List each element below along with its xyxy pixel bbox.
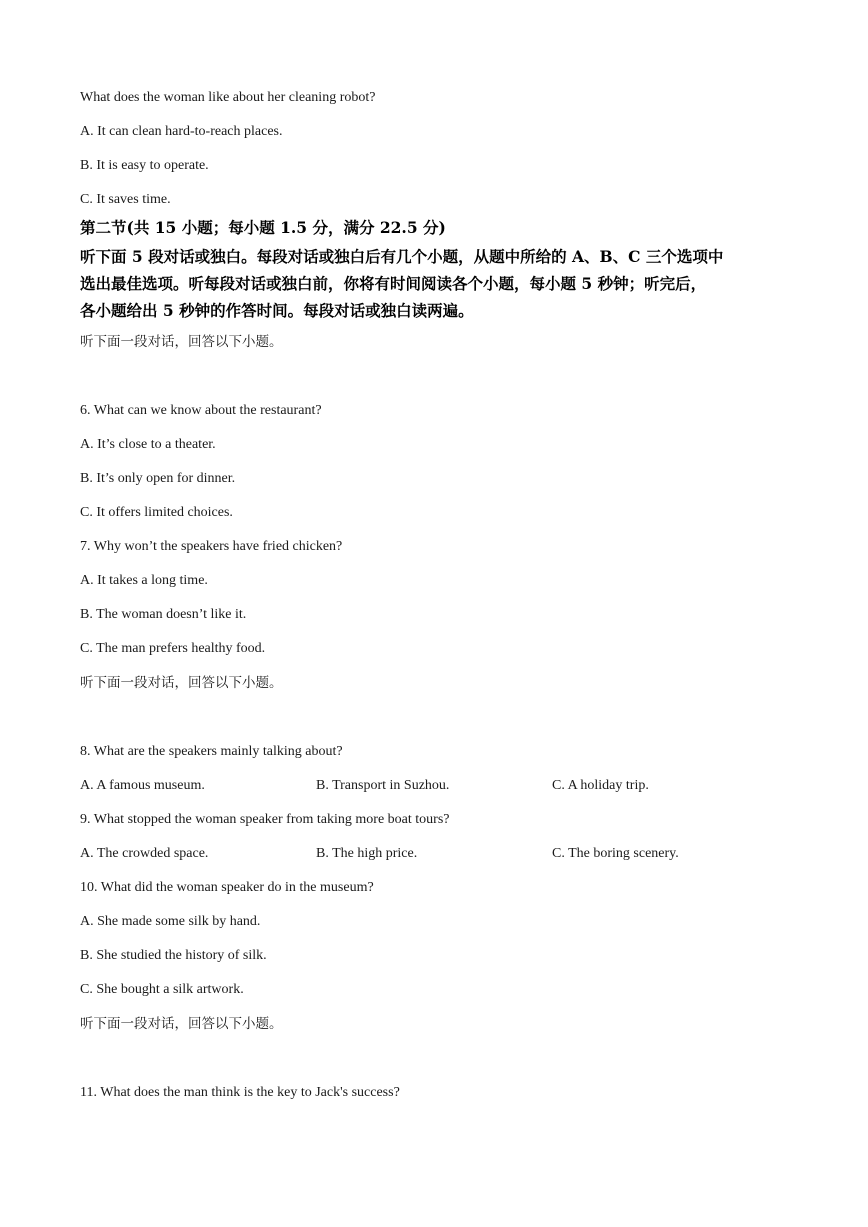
- question-8-text: 8. What are the speakers mainly talking about?: [80, 744, 343, 759]
- question-10-text: 10. What did the woman speaker do in the museum?: [80, 880, 374, 895]
- section-instructions-line-1: 听下面 5 段对话或独白。每段对话或独白后有几个小题，从题中所给的 A、B、C 三个选项中: [80, 247, 724, 266]
- question-6-text: 6. What can we know about the restaurant?: [80, 403, 322, 418]
- question-7-option-c: C. The man prefers healthy food.: [80, 641, 266, 656]
- question-8-option-c: C. A holiday trip.: [552, 778, 649, 793]
- section-instructions-line-3: 各小题给出 5 秒钟的作答时间。每段对话或独白读两遍。: [80, 301, 474, 320]
- question-7-option-b: B. The woman doesn’t like it.: [80, 607, 247, 622]
- question-6-option-c: C. It offers limited choices.: [80, 505, 233, 520]
- section-instructions-line-2: 选出最佳选项。听每段对话或独白前，你将有时间阅读各个小题，每小题 5 秒钟；听完后，: [80, 274, 707, 293]
- question-8-option-a: A. A famous museum.: [80, 778, 205, 793]
- question-10-option-a: A. She made some silk by hand.: [80, 914, 261, 929]
- question-9-option-b: B. The high price.: [316, 846, 418, 861]
- question-5-option-b: B. It is easy to operate.: [80, 158, 209, 173]
- question-5-option-a: A. It can clean hard-to-reach places.: [80, 124, 283, 139]
- question-10-option-b: B. She studied the history of silk.: [80, 948, 267, 963]
- question-6-option-a: A. It’s close to a theater.: [80, 437, 216, 452]
- listen-prompt-2: 听下面一段对话，回答以下小题。: [80, 675, 283, 691]
- question-5-text: What does the woman like about her cleaning robot?: [80, 90, 376, 105]
- question-11-text: 11. What does the man think is the key to Jack's success?: [80, 1085, 400, 1100]
- question-7-option-a: A. It takes a long time.: [80, 573, 208, 588]
- question-10-option-c: C. She bought a silk artwork.: [80, 982, 244, 997]
- question-9-text: 9. What stopped the woman speaker from taking more boat tours?: [80, 812, 450, 827]
- question-7-text: 7. Why won’t the speakers have fried chicken?: [80, 539, 343, 554]
- question-5-option-c: C. It saves time.: [80, 192, 171, 207]
- listen-prompt-1: 听下面一段对话，回答以下小题。: [80, 334, 283, 350]
- question-9-option-c: C. The boring scenery.: [552, 846, 679, 861]
- question-6-option-b: B. It’s only open for dinner.: [80, 471, 236, 486]
- question-9-option-a: A. The crowded space.: [80, 846, 209, 861]
- listen-prompt-3: 听下面一段对话，回答以下小题。: [80, 1016, 283, 1032]
- question-8-option-b: B. Transport in Suzhou.: [316, 778, 450, 793]
- section-title: 第二节(共 15 小题；每小题 1.5 分，满分 22.5 分): [80, 218, 446, 237]
